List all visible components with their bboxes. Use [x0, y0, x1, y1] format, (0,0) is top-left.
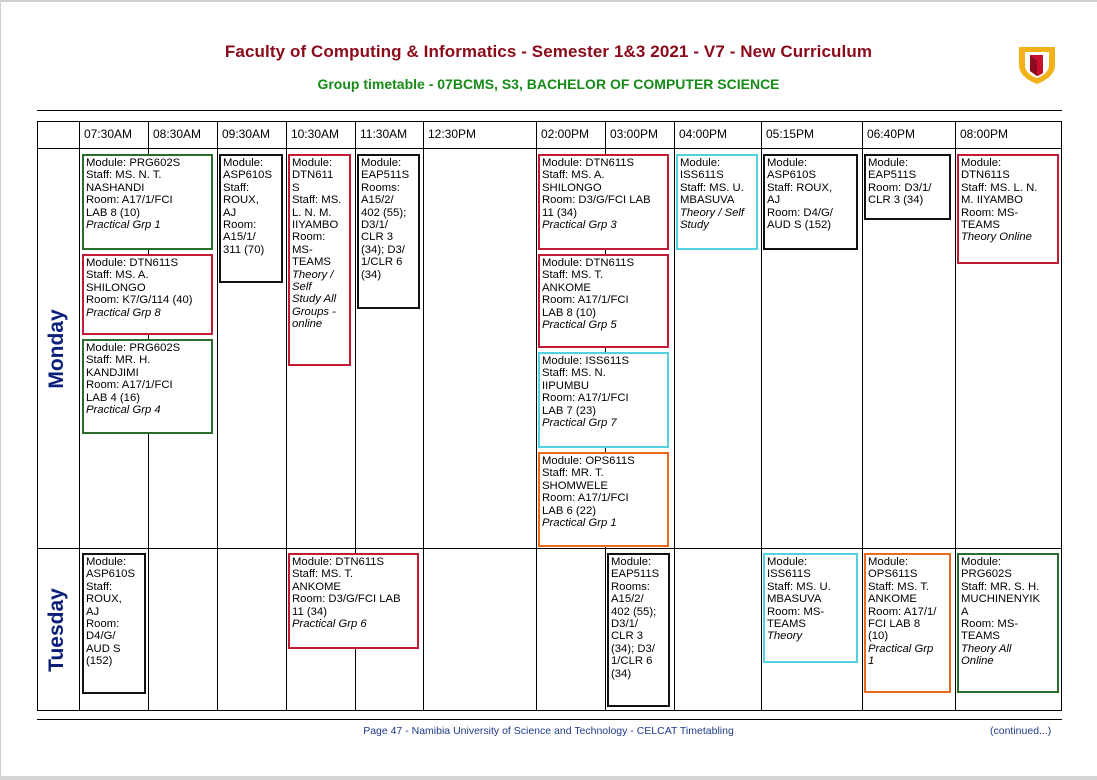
event-line: 1/CLR 6 [361, 256, 403, 269]
event-line: (34) [611, 667, 632, 680]
event-monday-iss611s-grp7[interactable] [538, 352, 669, 448]
time-header: 03:00PM [610, 127, 659, 141]
time-header: 04:00PM [679, 127, 728, 141]
event-monday-asp610s-evening[interactable] [763, 154, 858, 250]
window-top-edge [0, 0, 1097, 2]
event-monday-dtn611s-grp8[interactable] [82, 254, 213, 335]
event-line: MS- [292, 243, 313, 256]
time-header: 12:30PM [428, 127, 477, 141]
event-monday-dtn611s-grp3[interactable] [538, 154, 669, 250]
event-note: Theory [767, 630, 803, 643]
event-line: IIYAMBO [292, 219, 339, 232]
event-line: CLR 3 [611, 630, 644, 643]
time-header: 07:30AM [84, 127, 133, 141]
event-line: Staff: MS. T. [542, 269, 604, 282]
event-line: (34); D3/ [611, 642, 655, 655]
event-line: TEAMS [961, 630, 1000, 643]
event-line: Staff: ROUX, [767, 181, 833, 194]
event-monday-eap511s-evening[interactable] [864, 154, 951, 220]
event-tuesday-asp610s[interactable] [82, 553, 146, 694]
event-line: Room: A17/1/FCI [86, 194, 173, 207]
event-line: CLR 3 (34) [868, 194, 924, 207]
event-line: A15/2/ [361, 194, 394, 207]
time-header: 08:00PM [960, 127, 1009, 141]
event-line: Staff: MS. U. [767, 580, 831, 593]
event-line: Staff: MS. U. [680, 181, 744, 194]
event-line: Module: ISS611S [542, 355, 630, 367]
event-line: Module: DTN611S [292, 556, 385, 568]
event-line: Module: DTN611S [542, 157, 635, 169]
event-line: Staff: MS. A. [542, 169, 605, 182]
event-line: L. N. M. [292, 206, 332, 219]
event-line: Staff: MS. T. [292, 568, 354, 581]
event-line: TEAMS [292, 256, 331, 269]
column-line [286, 121, 287, 711]
event-line: Room: MS- [961, 618, 1019, 631]
event-line: S [292, 181, 300, 194]
event-line: Room: D4/G/ [767, 206, 833, 219]
event-line: Room: A17/1/FCI [86, 379, 173, 392]
time-header: 09:30AM [222, 127, 271, 141]
column-line [536, 121, 537, 711]
event-line: D4/G/ [86, 630, 116, 643]
event-tuesday-iss611s[interactable] [763, 553, 858, 663]
event-line: AUD S [86, 642, 121, 655]
event-line: (152) [86, 655, 113, 668]
event-line: EAP511S [868, 169, 917, 182]
event-line: KANDJIMI [86, 366, 139, 379]
event-tuesday-prg602s[interactable] [957, 553, 1059, 693]
event-line: Room: A17/1/FCI [542, 294, 629, 307]
event-line: MBASUVA [680, 194, 735, 207]
event-note: Practical Grp 5 [542, 319, 617, 332]
event-line: 11 (34) [292, 605, 327, 618]
time-header-separator [37, 148, 1062, 149]
event-line: LAB 6 (22) [542, 504, 597, 517]
event-line: Module: [86, 556, 127, 568]
event-line: Staff: [86, 580, 113, 593]
event-line: DTN611 [292, 169, 334, 182]
event-line: Staff: [223, 181, 250, 194]
event-line: Staff: MS. L. N. [961, 181, 1038, 194]
window-bottom-edge [0, 776, 1097, 780]
event-line: Module: PRG602S [86, 342, 181, 354]
event-line: Module: PRG602S [86, 157, 181, 169]
event-note: Theory / Self Study [680, 206, 745, 232]
event-line: TEAMS [767, 618, 806, 631]
event-line: SHILONGO [542, 181, 602, 194]
event-line: Staff: MS. A. [86, 269, 149, 282]
event-line: FCI LAB 8 [868, 618, 921, 631]
time-header: 02:00PM [541, 127, 590, 141]
event-line: Staff: MR. H. [86, 354, 151, 367]
time-header: 05:15PM [766, 127, 815, 141]
event-note: Theory / Self Study All Groups - online [292, 268, 337, 331]
time-header: 11:30AM [360, 127, 408, 141]
event-line: CLR 3 [361, 231, 394, 244]
event-line: Rooms: [361, 181, 400, 194]
column-line [955, 121, 956, 711]
event-line: ISS611S [767, 568, 811, 581]
event-note: Practical Grp 1 [86, 219, 161, 232]
event-line: M. IIYAMBO [961, 194, 1023, 207]
event-line: Staff: MS. N. [542, 367, 606, 380]
event-line: LAB 4 (16) [86, 391, 141, 404]
event-line: Module: OPS611S [542, 455, 635, 467]
event-line: ASP610S [767, 169, 816, 182]
event-line: ASP610S [223, 169, 272, 182]
day-label-tuesday: Tuesday [45, 588, 68, 672]
event-line: ANKOME [542, 281, 591, 294]
continued-label: (continued...) [990, 725, 1052, 737]
event-note: Practical Grp 8 [86, 306, 161, 319]
event-line: Module: [868, 157, 909, 169]
event-line: EAP511S [361, 169, 410, 182]
event-line: SHILONGO [86, 281, 146, 294]
event-line: Module: [767, 556, 808, 568]
event-note: Practical Grp 3 [542, 219, 617, 232]
footer-rule [37, 719, 1062, 720]
event-line: DTN611S [961, 169, 1010, 182]
event-tuesday-dtn611s-grp6[interactable] [288, 553, 419, 649]
header-rule [37, 110, 1062, 111]
event-line: 402 (55); [611, 605, 657, 618]
event-line: ANKOME [292, 580, 341, 593]
event-line: Module: DTN611S [542, 257, 635, 269]
event-line: Module: [292, 157, 333, 169]
time-header: 10:30AM [291, 127, 340, 141]
event-monday-dtn611s-online[interactable] [957, 154, 1059, 264]
event-note: Practical Grp 1 [542, 517, 617, 530]
event-line: Room: A17/1/ [868, 605, 937, 618]
event-line: Module: [961, 157, 1002, 169]
column-line [761, 121, 762, 711]
column-line [79, 121, 80, 711]
page-subtitle: Group timetable - 07BCMS, S3, BACHELOR OF COMPUTER SCIENCE [317, 76, 780, 92]
event-line: Room: MS- [767, 605, 825, 618]
event-note: Practical Grp 4 [86, 404, 161, 417]
event-line: PRG602S [961, 568, 1012, 581]
event-line: ROUX, [86, 593, 122, 606]
event-line: Module: [223, 157, 264, 169]
event-line: AUD S (152) [767, 219, 832, 232]
event-line: AJ [767, 194, 781, 207]
event-line: ROUX, [223, 194, 259, 207]
event-line: OPS611S [868, 568, 918, 581]
event-tuesday-eap511s[interactable] [607, 553, 670, 707]
day-label-monday: Monday [45, 309, 68, 389]
event-line: 11 (34) [542, 206, 577, 219]
event-line: Rooms: [611, 580, 650, 593]
event-line: Module: [767, 157, 808, 169]
event-line: LAB 8 (10) [542, 306, 597, 319]
event-line: Module: [961, 556, 1002, 568]
event-line: Module: [868, 556, 909, 568]
event-line: Room: [86, 618, 120, 631]
event-line: Module: [361, 157, 402, 169]
event-note: Practical Grp 7 [542, 417, 617, 430]
event-tuesday-ops611s[interactable] [864, 553, 951, 693]
event-line: Staff: MS. [292, 194, 342, 207]
event-line: Staff: MR. T. [542, 467, 604, 480]
event-line: A [961, 605, 969, 618]
event-line: Room: [292, 231, 326, 244]
event-line: TEAMS [961, 219, 1000, 232]
event-line: A15/1/ [223, 231, 256, 244]
window-left-edge [0, 0, 1, 780]
event-line: D3/1/ [611, 618, 639, 631]
page-title: Faculty of Computing & Informatics - Semester 1&3 2021 - V7 - New Curriculum [224, 42, 873, 61]
event-line: MUCHINENYIK [961, 593, 1041, 606]
event-monday-asp610s[interactable] [219, 154, 283, 283]
event-monday-prg602s-grp4[interactable] [82, 339, 213, 434]
event-line: (34); D3/ [361, 243, 405, 256]
event-monday-prg602s-grp1[interactable] [82, 154, 213, 250]
event-line: Room: D3/1/ [868, 181, 932, 194]
event-line: 402 (55); [361, 206, 407, 219]
event-line: Room: D3/G/FCI LAB [292, 593, 401, 606]
event-line: Module: [680, 157, 721, 169]
event-line: 311 (70) [223, 243, 265, 256]
column-line [862, 121, 863, 711]
event-line: D3/1/ [361, 219, 389, 232]
event-note: Practical Grp 1 [868, 642, 934, 668]
column-line [217, 121, 218, 711]
event-note: Theory Online [961, 231, 1032, 244]
event-line: 1/CLR 6 [611, 655, 653, 668]
time-header: 06:40PM [867, 127, 916, 141]
event-line: AJ [223, 206, 237, 219]
event-line: Staff: MS. T. [868, 580, 930, 593]
event-line: NASHANDI [86, 181, 145, 194]
event-line: Staff: MR. S. H. [961, 580, 1040, 593]
event-line: ASP610S [86, 568, 135, 581]
event-line: Room: D3/G/FCI LAB [542, 194, 651, 207]
event-monday-eap511s[interactable] [357, 154, 420, 309]
column-line [674, 121, 675, 711]
university-shield-logo-icon [1015, 43, 1059, 85]
event-line: ANKOME [868, 593, 917, 606]
event-line: Room: A17/1/FCI [542, 392, 629, 405]
event-line: AJ [86, 605, 100, 618]
event-monday-dtn611s-grp5[interactable] [538, 254, 669, 348]
event-line: Module: [611, 556, 652, 568]
day-separator [37, 548, 1062, 549]
event-note: Practical Grp 6 [292, 618, 367, 631]
event-line: (34) [361, 268, 382, 281]
event-line: Room: A17/1/FCI [542, 492, 629, 505]
column-line [423, 121, 424, 711]
event-line: Room: K7/G/114 (40) [86, 294, 193, 307]
event-line: Room: MS- [961, 206, 1019, 219]
event-note: Theory All Online [961, 642, 1012, 668]
event-line: MBASUVA [767, 593, 822, 606]
event-line: IIPUMBU [542, 379, 590, 392]
page-footer: Page 47 - Namibia University of Science and Technology - CELCAT Timetabling [363, 725, 734, 737]
time-header: 08:30AM [153, 127, 202, 141]
event-monday-ops611s-grp1[interactable] [538, 452, 669, 547]
event-line: Staff: MS. N. T. [86, 169, 162, 182]
event-monday-dtn611s-theory[interactable] [288, 154, 351, 366]
event-line: SHOMWELE [542, 479, 608, 492]
event-monday-iss611s-theory[interactable] [676, 154, 758, 250]
event-line: (10) [868, 630, 889, 643]
event-line: LAB 7 (23) [542, 404, 597, 417]
event-line: ISS611S [680, 169, 724, 182]
event-line: Module: DTN611S [86, 257, 179, 269]
event-line: Room: [223, 219, 257, 232]
event-line: A15/2/ [611, 593, 644, 606]
event-line: EAP511S [611, 568, 660, 581]
event-line: LAB 8 (10) [86, 206, 141, 219]
